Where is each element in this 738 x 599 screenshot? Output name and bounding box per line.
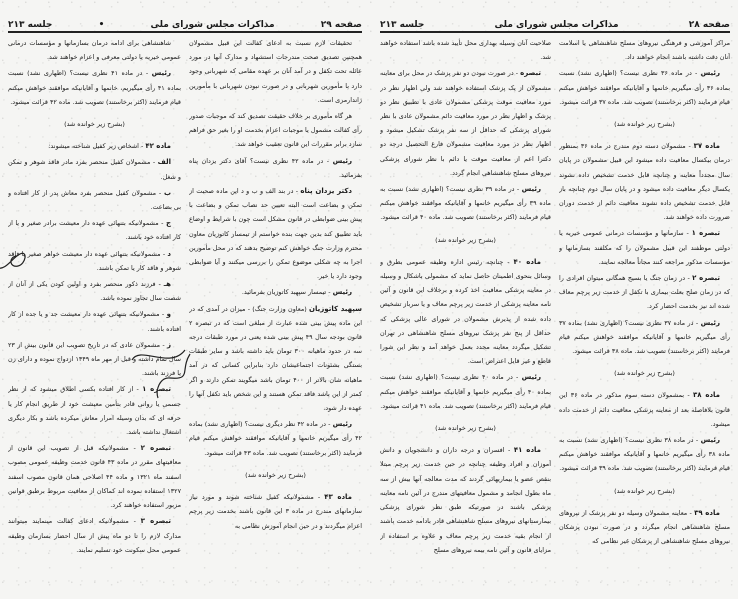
speaker-name: رئیس bbox=[521, 185, 541, 194]
note-label: تبصره ۳ bbox=[140, 517, 171, 526]
clause-label: و bbox=[166, 310, 171, 319]
clause-label: ب bbox=[163, 188, 171, 197]
article-label: ماده ۳۸ bbox=[693, 391, 721, 400]
note-paragraph: تبصره ۱ - از کار افتاده بکسی اطلاق میشود که از نظر جسمی یا روانی قادر بتأمین معیشت خود از طریق انجام کار یا حرفه ای که بدان وسیله امرار معاش میکرده باشد و بکار دیگری اشتغال نداشته باشد. bbox=[8, 385, 181, 437]
reading-note: (بشرح زیر خوانده شد) bbox=[435, 235, 496, 244]
reading-note: (بشرح زیر خوانده شد) bbox=[614, 369, 675, 378]
note-label: تبصره ۱ bbox=[691, 229, 720, 238]
speech-paragraph: رئیس - تیمسار سپهبد کاتوزیان بفرمائید. bbox=[241, 288, 352, 297]
clause-paragraph: ج - مشمولانیکه بتنهائی عهده دار معیشت برادر صغیر و یا از کار افتاده خود باشند. bbox=[8, 219, 181, 242]
speaker-name: رئیس bbox=[521, 373, 541, 382]
clause-label: ج bbox=[165, 219, 171, 228]
handwritten-scribble-mark bbox=[130, 340, 200, 400]
speech-paragraph: رئیس - در ماده ۴۲ نظر دیگری نیست؟ (اظهاری نشد) بماده ۴۲ رأی میگیریم خانمها و آقایانیکه موافقند خواهش میکنم قیام فرمایند (اکثر برخاستند) تصویب شد. ماده ۴۳ قرائت میشود. bbox=[189, 420, 362, 457]
page-header bbox=[380, 17, 730, 33]
article-label: ماده ۴۱ bbox=[513, 446, 541, 455]
clause-paragraph: د - مشمولانیکه بتنهائی عهده دار معیشت خواهر صغیر یا فاقد شوهر و فاقد کار یا تمکن باشند. bbox=[8, 249, 181, 272]
note-paragraph: تبصره - در صورت نبودن دو نفر پزشک در محل برای معاینه مشمولان از یک پزشک استفاده خواهند شد ولی اظهار نظر در مورد معافیت موقت پزشکی مشمولان عادی با تطبیق نظر دو پزشک و اظهار نظر در مورد معافیت دائم مشمولان عادی با نظر شورای پزشکی که حداقل از سه نفر پزشک تشکیل میشود و اظهار نظر در مورد معافیت مشمولان فارغ التحصیل درجه دو دکترا اعم از معافیت موقت یا دائم با نظر شورای پزشکی نیروهای مسلح شاهنشاهی انجام گردد. bbox=[380, 69, 551, 177]
article-label: ماده ۴۳ bbox=[324, 493, 353, 502]
page-number: صفحه ۲۹ bbox=[320, 20, 362, 30]
article-paragraph: ماده ۴۳ - مشمولانیکه کفیل شناخته شوند و مورد نیاز سازمانهای مندرج در ماده ۳ این قانون باشند بخدمت زیر پرچم اعزام میگردند و در حین انجام آموزش نظامی به bbox=[189, 493, 362, 530]
speech-paragraph: رئیس - در ماده ۳۹ نظری نیست؟ (اظهاری نشد) نسبت به ماده ۳۹ رأی میگیریم خانمها و آقایانیکه موافقند خواهش میکنم قیام فرمایند (اکثر برخاستند) تصویب شد. ماده ۴۰ قرائت میشود. bbox=[380, 185, 551, 222]
speech-paragraph: رئیس - در ماده ۴۱ نظری نیست؟ (اظهاری نشد) نسبت بماده ۴۱ رأی میگیریم، خانمها و آقایانیکه موافقند خواهش میکنم قیام فرمایند (اکثر برخاستند) تصویب شد. ماده ۴۲ قرائت میشود. bbox=[8, 69, 181, 106]
speaker-name: رئیس bbox=[332, 288, 352, 297]
speaker-name: رئیس bbox=[700, 69, 720, 78]
clause-paragraph: هـ - فرزند ذکور منحصر بفرد و اولین کودن یکی از آنان از شصت سال تجاوز نموده باشد. bbox=[8, 280, 181, 303]
speech-paragraph: رئیس - در ماده ۴۲ نظری نیست؟ آقای دکتر یزدان پناه بفرمائید. bbox=[189, 156, 362, 179]
header-dot: • bbox=[98, 20, 105, 30]
article-paragraph: ماده ۳۸ - بمشمولان دسته سوم مذکور در ماده ۳۶ این قانون بلافاصله بعد از معاینه پزشکی معافیت دائم از خدمت داده میشود. bbox=[559, 391, 730, 428]
note-label: تبصره ۱ bbox=[142, 385, 171, 394]
clause-label: هـ bbox=[163, 280, 171, 289]
note-paragraph: تبصره ۳ - مشمولانیکه ادعای کفالت مینمایند میتوانند مدارک لازم را تا دو ماه پیش از سال احضار بسازمان وظیفه عمومی محل سکونت خود تسلیم نمایند. bbox=[8, 517, 181, 554]
article-paragraph: ماده ۴۱ - افسران و درجه داران و دانشجویان و دانش آموزان و افراد وظیفه چنانچه در حین خدمت زیر پرچم مبتلا بنقص عضو یا بیماریهائی گردند که مدت معالجه آنها بیش از سه ماه بطول انجامد و مشمول معافیتهای مندرج در آئین نامه معاینه پزشکی باشند در صورتیکه طبق نظر شورای پزشکی بیمارستانهای نیروهای مسلح شاهنشاهی قادر بادامه خدمت باشند از انجام بقیه خدمت زیر پرچم معاف و علاوه بر استفاده از مزایای قانون و آئین نامه بیمه نیروهای مسلح bbox=[380, 446, 551, 554]
reading-note: (بشرح زیر خوانده شد) bbox=[245, 470, 306, 479]
speech-paragraph: رئیس - در ماده ۳۸ نظری نیست؟ (اظهاری نشد) نسبت به ماده ۳۸ رأی میگیریم خانمها و آقایانیکه موافقند خواهش میکنم قیام فرمایند (اکثر برخاستند) تصویب شد. ماده ۳۹ قرائت میشود. bbox=[559, 436, 730, 473]
note-label: تبصره ۲ bbox=[140, 444, 171, 453]
speech-paragraph: سپهبد کاتوزیان (معاون وزارت جنگ) - میزان در آمدی که در این ماده پیش بینی شده عبارت از مبلغی است که در تبصره ۲ قانون بودجه سال ۴۹ پیش بینی شده یعنی در مورد طبقات درجه سه در حدود ماهیانه ۳۰۰ تومان باید داشته باشد و سایر طبقات بستگی بشئونات اجتماعیشان دارد بنابراین کسانی که در آمد ماهیانه شان بالاتر از ۴۰۰ تومان باشد میگویند تمکن دارند و اگر کمتر از این باشد فاقد تمکن هستند و این شخص باید تکفل آنها را عهده دار شود. bbox=[189, 304, 362, 413]
paragraph: مراکز آموزشی و فرهنگی نیروهای مسلح شاهنشاهی یا اسلامت آنان دقت داشته باشند انجام خواهند داد. bbox=[559, 39, 730, 62]
text-column-right bbox=[559, 36, 730, 593]
text-column-left bbox=[380, 36, 551, 593]
note-paragraph: تبصره ۱ - سازمانها و مؤسسات درمانی عمومی خیریه یا دولتی موظفند این قبیل مشمولان را که مکلفند بسازمانها و مؤسسات مذکور مراجعه کنند مجاناً معالجه نمایند. bbox=[559, 229, 730, 266]
speech-paragraph: دکتر یزدان پناه - در بند الف و ب و د این ماده صحبت از تمکن و بضاعت است البته تعیین حد نصاب تمکن و بضاعت با پیش بینی ضوابطی در قانون مشکل است چون با شرایط و اوضاع باید تطبیق کند بدین جهت بنده خواستم از تیمسار کاتوزیان معاون محترم وزارت جنگ خواهش کنم توضیح بدهند که در محل مأمورین اجرا به چه شکلی موضوع تمکن را بررسی میکنند و آیا ضوابطی وجود دارد یا خیر. bbox=[189, 187, 362, 281]
speaker-name: سپهبد کاتوزیان bbox=[309, 304, 362, 313]
paragraph: هر گاه مأموری بر خلاف حقیقت تصدیق کند که موجبات صدور رأی کفالت مشمول یا موجبات اعزام بخدمت او را بغیر حق فراهم سازد برابر مقررات این قانون تعقیب خواهد شد. bbox=[189, 112, 362, 149]
speaker-name: رئیس bbox=[332, 420, 352, 429]
clause-label: الف bbox=[157, 158, 171, 167]
speaker-name: دکتر یزدان پناه bbox=[300, 187, 352, 196]
article-label: ماده ۳۹ bbox=[694, 508, 720, 517]
speech-paragraph: رئیس - در ماده ۳۷ نظری نیست؟ (اظهاری نشد) بماده ۳۷ رأی میگیریم خانمها و آقایانیکه موافقند خواهش میکنم قیام فرمایند (اکثر برخاستند) تصویب شد. ماده ۳۸ قرائت میشود. bbox=[559, 318, 730, 356]
speech-paragraph: رئیس - در ماده ۳۶ نظری نیست؟ (اظهاری نشد) نسبت بماده ۳۶ رأی میگیریم خانمها و آقایانیکه موافقند خواهش میکنم قیام فرمایند (اکثر برخاستند) تصویب شد. ماده ۳۷ قرائت میشود. bbox=[559, 69, 730, 106]
clause-label: ز bbox=[166, 340, 171, 349]
speaker-name: رئیس bbox=[700, 436, 720, 445]
text-column-left bbox=[8, 36, 181, 593]
reading-note: (بشرح زیر خوانده شد) bbox=[614, 120, 675, 129]
text-column-right bbox=[189, 36, 362, 593]
speaker-name: رئیس bbox=[700, 318, 720, 327]
speech-paragraph: رئیس - در ماده ۴۰ نظری نیست؟ (اظهاری نشد) نسبت بماده ۴۰ رأی میگیریم خانمها و آقایانیکه موافقند خواهش میکنم قیام فرمایند (اکثر برخاستند) تصویب شد. ماده ۴۱ قرائت میشود. bbox=[380, 373, 551, 410]
clause-paragraph: الف - مشمولان کفیل منحصر بفرد مادر فاقد شوهر و تمکن و شغل. bbox=[8, 158, 181, 181]
article-paragraph: ماده ۴۰ - چنانچه رئیس اداره وظیفه عمومی بطرق و وسائل بنحوی اطمینان حاصل نماید که مشمولی باشکال و وسیله در معاینه پزشکی معافیت اخذ کرده و برخلاف این قانون و آئین نامه معاینه پزشکی از خدمت زیر پرچم معاف و یا سرباز تشخیص داده شده از پذیرش مشمولان در شورای عالی پزشکی که حداقل از پنج نفر پزشک نیروهای مسلح شاهنشاهی در تهران تشکیل میگردد معاینه مجدد بعمل خواهد آمد و نظر این شورا قاطع و غیر قابل اعتراض است. bbox=[380, 257, 551, 366]
page-28 bbox=[372, 0, 738, 599]
clause-paragraph: و - مشمولانیکه بتنهائی عهده دار معیشت جد و یا جده از کار افتاده باشند. bbox=[8, 310, 181, 333]
article-label: ماده ۴۰ bbox=[513, 257, 541, 266]
article-paragraph: ماده ۳۹ - معاینه مشمولان وسیله دو نفر پزشک از نیروهای مسلح شاهنشاهی انجام میگردد و در صورت نبودن پزشکان نیروهای مسلح شاهنشاهی از پزشکان غیر نظامی که bbox=[559, 508, 730, 546]
session-label: جلسه ۲۱۳ bbox=[380, 20, 425, 30]
speaker-name: رئیس bbox=[332, 156, 352, 165]
publication-title: مذاکرات مجلس شورای ملی bbox=[494, 20, 619, 30]
note-paragraph: تبصره ۲ - در زمان جنگ یا بسیج همگانی میتوان افرادی را که در زمان صلح بعلت بیماری با تکفل از خدمت زیر پرچم معاف شده اند نیز بخدمت احضار کرد. bbox=[559, 274, 730, 311]
reading-note: (بشرح زیر خوانده شد) bbox=[614, 486, 675, 495]
paragraph: تحقیقات لازم نسبت به ادعای کفالت این قبیل مشمولان همچنین تصدیق صحت مندرجات استشهاد و مدارک آنها در مورد عائله تحت تکفل و در آمد آنان بر عهده مقامی که شهربانی وجود دارد با مأمورین شهربانی و در صورت نبودن شهربانی با مأمورین ژاندارمری است. bbox=[189, 39, 362, 104]
paragraph: صلاحیت آنان وسیله بهداری محل تأیید شده باشد استفاده خواهند شد. bbox=[380, 39, 551, 62]
reading-note: (بشرح زیر خوانده شد) bbox=[64, 120, 125, 129]
handwritten-loop-mark bbox=[0, 248, 28, 273]
page-header bbox=[8, 17, 362, 33]
reading-note: (بشرح زیر خوانده شد) bbox=[435, 424, 496, 433]
speaker-name: رئیس bbox=[151, 69, 171, 78]
article-paragraph: ماده ۳۷ - مشمولان دسته دوم مندرج در ماده ۳۶ بمنظور درمان بیکسال معافیت داده میشود این قبیل مشمولان در پایان سال مجدداً معاینه و چنانچه قابل خدمت تشخیص داده نشوند یکسال دیگر معافیت داده میشود و در پایان سال دوم چنانچه باز قابل خدمت تشخیص داده نشوند معافیت دائم از خدمت دوران ضرورت داده خواهند شد. bbox=[559, 142, 730, 222]
clause-paragraph: ب - مشمولان کفیل منحصر بفرد معاش پدر از کار افتاده و بی بضاعت. bbox=[8, 188, 181, 212]
clause-label: د bbox=[167, 249, 171, 258]
paragraph: شاهنشاهی برای ادامه درمان بسازمانها و مؤسسات درمانی عمومی خیریه یا دولتی معرفی و اعزام خواهند شد. bbox=[8, 39, 181, 62]
clause-paragraph: ز - مشمولان عادی که در تاریخ تصویب این قانون بیش از ۲۳ سال تمام داشته و قبل از مهر ماه ۱۳۴۹ ازدواج نموده و دارای زن یا فرزند باشند. bbox=[8, 340, 181, 378]
article-label: ماده ۳۷ bbox=[693, 142, 720, 151]
note-label: تبصره bbox=[520, 69, 541, 78]
article-paragraph: ماده ۴۲ - اشخاص زیر کفیل شناخته میشوند: bbox=[48, 142, 171, 151]
note-label: تبصره ۲ bbox=[692, 274, 720, 283]
page-number: صفحه ۲۸ bbox=[688, 20, 730, 30]
article-label: ماده ۴۲ bbox=[145, 142, 171, 151]
session-label: جلسه ۲۱۳ bbox=[8, 20, 53, 30]
note-paragraph: تبصره ۲ - مشمولانیکه قبل از تصویب این قانون از معافیتهای مقرر در ماده ۴۳ قانون خدمت وظیفه عمومی مصوب اسفند ماه ۱۳۲۱ و ماده ۴۴ اصلاحی همان قانون مصوب اسفند ۱۳۲۷ استفاده نموده اند کماکان از معافیت مربوط برطبق قوانین مزبور استفاده خواهند کرد. bbox=[8, 444, 181, 510]
publication-title: مذاکرات مجلس شورای ملی bbox=[150, 20, 275, 30]
